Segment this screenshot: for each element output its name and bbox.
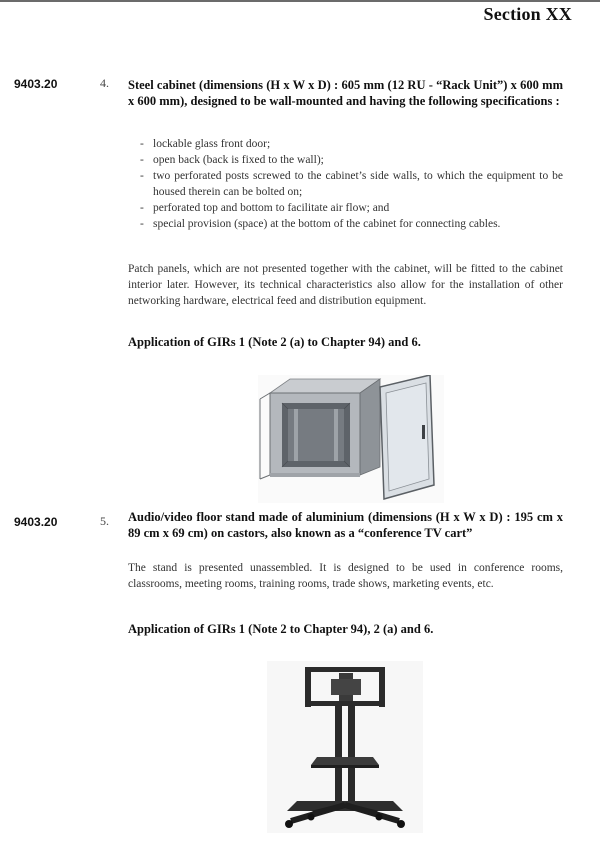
spec-item: - special provision (space) at the bottom of the cabinet for connecting cables. xyxy=(140,216,563,232)
item-4-code: 9403.20 xyxy=(14,77,58,91)
item-4-paragraph: Patch panels, which are not presented together with the cabinet, will be fitted to the cabinet interior later. However, its technical characteristics also allow for the installation of other networking hardware, electrical feed and distribution equipment. xyxy=(128,263,563,307)
section-title: Section XX xyxy=(483,4,572,24)
spec-item: - lockable glass front door; xyxy=(140,136,563,152)
header-rule xyxy=(0,0,600,2)
item-4-number: 4. xyxy=(100,76,109,90)
item-4-heading: Steel cabinet (dimensions (H x W x D) : 605 mm (12 RU - “Rack Unit”) x 600 mm x 600 mm), designed to be wall-mounted and having the following specifications : xyxy=(128,78,563,108)
item-5-application: Application of GIRs 1 (Note 2 to Chapter 94), 2 (a) and 6. xyxy=(128,622,434,636)
item-4-spec-list xyxy=(140,136,563,232)
spec-item: - open back (back is fixed to the wall); xyxy=(140,152,563,168)
item-5-paragraph: The stand is presented unassembled. It is designed to be used in conference rooms, classrooms, meeting rooms, training rooms, trade shows, marketing events, etc. xyxy=(128,562,563,590)
item-5-number: 5. xyxy=(100,514,109,528)
steel-cabinet-image xyxy=(258,375,444,503)
item-5-code: 9403.20 xyxy=(14,515,58,529)
av-floor-stand-image xyxy=(267,661,423,833)
item-4-application: Application of GIRs 1 (Note 2 (a) to Chapter 94) and 6. xyxy=(128,335,421,349)
spec-item: - perforated top and bottom to facilitate air flow; and xyxy=(140,200,563,216)
item-5-heading: Audio/video floor stand made of aluminium (dimensions (H x W x D) : 195 cm x 89 cm x 69 cm) on castors, also known as a “conference TV cart” xyxy=(128,510,563,540)
spec-item: - two perforated posts screwed to the cabinet’s side walls, to which the equipment to be housed therein can be bolted on; xyxy=(140,168,563,200)
